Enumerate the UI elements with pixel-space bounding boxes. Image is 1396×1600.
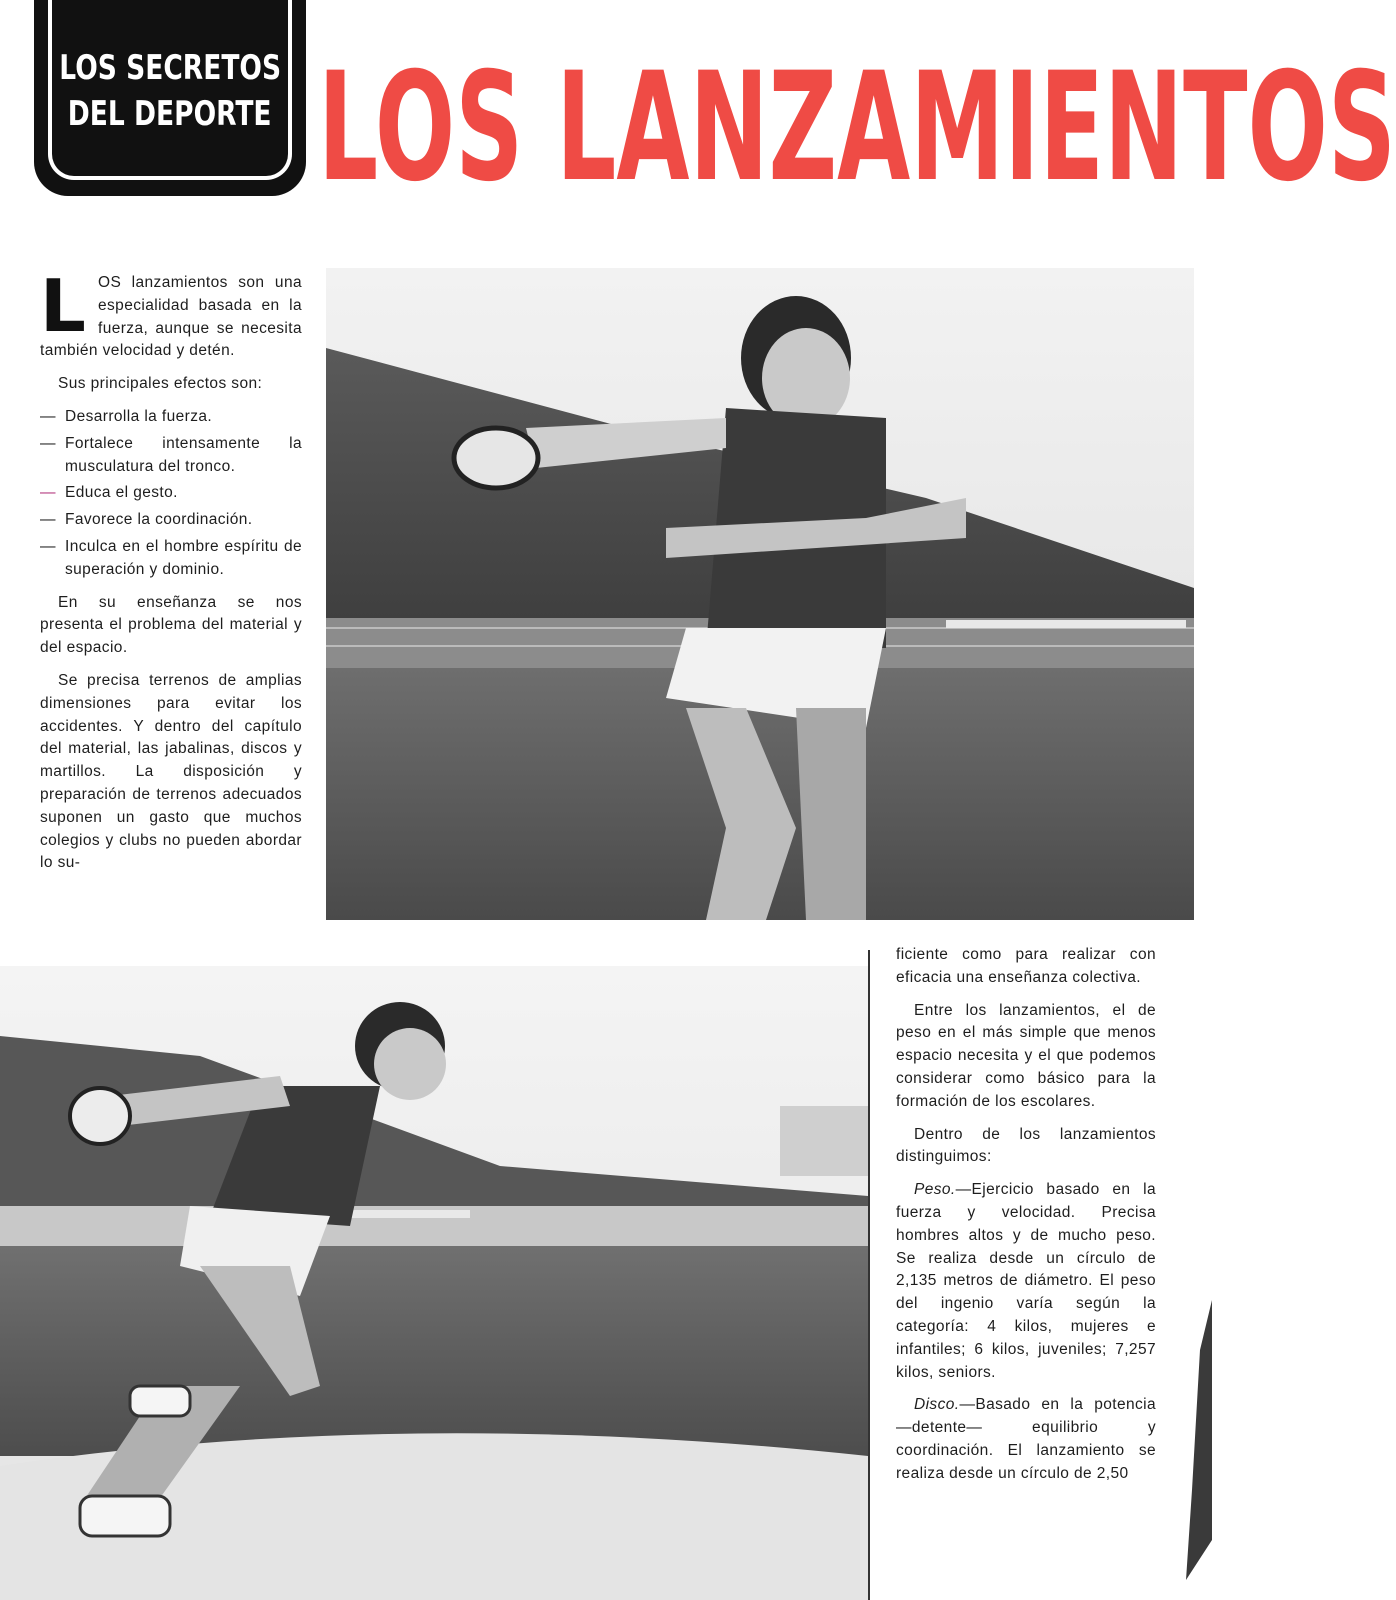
list-item [40, 509, 302, 532]
list-item [40, 406, 302, 429]
body-paragraph: Entre los lanzamientos, el de peso en el más simple que menos espacio necesita y el que podemos considerar como básico para la formación de los escolares. [896, 1001, 1156, 1110]
list-item-text: Inculca en el hombre espíritu de superación y dominio. [65, 537, 302, 578]
peso-paragraph [896, 1179, 1156, 1384]
column-divider [868, 950, 870, 1600]
body-paragraph: Se precisa terrenos de amplias dimensiones para evitar los accidentes. Y dentro del capítulo del material, las jabalinas, discos y martillos. La disposición y preparación de terrenos adecuados suponen un gasto que muchos colegios y clubs no pueden abordar lo su- [40, 671, 302, 872]
section-badge [34, 0, 306, 196]
bullet-dash: — [40, 537, 56, 555]
list-item [40, 536, 302, 582]
photo-illustration [326, 268, 1194, 920]
disco-label: Disco. [914, 1396, 960, 1414]
peso-label: Peso. [914, 1181, 956, 1199]
next-page-edge [1186, 1240, 1212, 1600]
list-item [40, 433, 302, 479]
bullet-dash: — [40, 407, 56, 425]
bullet-dash: — [40, 511, 56, 529]
body-paragraph: ficiente como para realizar con eficacia una enseñanza colectiva. [896, 946, 1156, 986]
intro-text: OS lanzamientos son una especialidad basada en la fuerza, aunque se necesita también velocidad y detén. [40, 274, 302, 360]
list-item-text: Fortalece intensamente la musculatura del tronco. [65, 434, 302, 475]
right-column [896, 944, 1156, 1496]
bullet-dash: — [40, 434, 56, 452]
list-item-text: Desarrolla la fuerza. [65, 407, 213, 425]
drop-cap: L [40, 264, 87, 348]
list-item-text: Educa el gesto. [65, 484, 178, 502]
effects-intro: Sus principales efectos son: [58, 375, 263, 393]
page-title: LOS LANZAMIENTOS [318, 41, 1396, 215]
list-item [40, 482, 302, 505]
body-paragraph: Dentro de los lanzamientos distinguimos: [896, 1125, 1156, 1166]
disco-paragraph [896, 1394, 1156, 1485]
photo-illustration [0, 966, 868, 1600]
badge-line-2: DEL DEPORTE [68, 94, 272, 134]
badge-line-1: LOS SECRETOS [59, 48, 281, 88]
section-badge-frame [48, 0, 292, 180]
left-column [40, 264, 302, 885]
intro-paragraph [40, 264, 302, 363]
list-item-text: Favorece la coordinación. [65, 511, 253, 529]
discus-thrower-photo-bottom [0, 966, 868, 1600]
effects-list [40, 406, 302, 582]
body-paragraph: En su enseñanza se nos presenta el problema del material y del espacio. [40, 593, 302, 657]
disco-text: —Basado en la potencia —detente— equilibrio y coordinación. El lanzamiento se realiza desde un círculo de 2,50 [896, 1396, 1156, 1482]
discus-thrower-photo-top [326, 268, 1194, 920]
peso-text: —Ejercicio basado en la fuerza y velocidad. Precisa hombres altos y de mucho peso. Se realiza desde un círculo de 2,135 metros de diámetro. El peso del ingenio varía según la categoría: 4 kilos, mujeres e infantiles; 6 kilos, juveniles; 7,257 kilos, seniors. [896, 1181, 1156, 1381]
bullet-dash: — [40, 484, 56, 502]
